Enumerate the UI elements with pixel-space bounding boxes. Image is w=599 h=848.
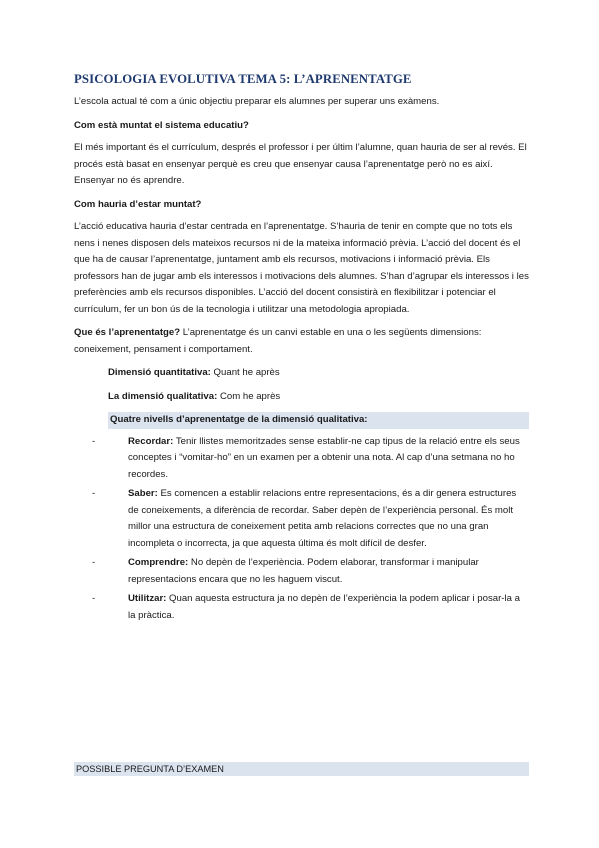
intro-paragraph: L’escola actual té com a únic objectiu preparar els alumnes per superar uns exàmens. xyxy=(74,96,440,107)
list-item xyxy=(74,486,529,552)
definition-label: Que és l’aprenentatge? xyxy=(74,327,181,338)
dash-marker: - xyxy=(92,435,96,447)
levels-list xyxy=(74,434,529,625)
paragraph-2: L’acció educativa hauria d’estar centrada en l’aprenentatge. S’hauria de tenir en compte que no tots els nens i nenes disposen dels mateixos recursos ni de la mateixa informació prèvia. L’acció del docent és el que ha de causar l’aprenentatge, juntament amb els recursos, motivacions i informació prèvia. Els professors han de jugar amb els interessos i motivacions dels alumnes. S’han d’agrupar els interessos i les preferències amb els recursos disponibles. L’acció del docent consistirà en flexibilitzar i potenciar el currículum, fer un bon ús de la tecnologia i utilitzar una metodologia apropiada. xyxy=(74,221,529,315)
dimension-quantitative-text: Quant he après xyxy=(210,367,280,378)
level-text: Quan aquesta estructura ja no depèn de l’experiència la podem aplicar i posar-la a la pràctica. xyxy=(128,593,520,621)
level-label: Comprendre: xyxy=(128,557,189,568)
dash-marker: - xyxy=(92,557,96,568)
question-heading-2: Com hauria d’estar muntat? xyxy=(74,198,202,210)
dimensions-block xyxy=(108,365,529,405)
level-text: No depèn de l’experiència. Podem elaborar, transformar i manipular representacions encara que no les haguem viscut. xyxy=(128,557,479,585)
definition-text: L’aprenentatge és un canvi estable en una o les següents dimensions: coneixement, pensament i comportament. xyxy=(74,327,482,355)
question-heading-1: Com està muntat el sistema educatiu? xyxy=(74,119,249,131)
dimension-qualitative-label: La dimensió qualitativa: xyxy=(108,390,218,402)
dimension-quantitative-label: Dimensió quantitativa: xyxy=(108,367,211,378)
list-item xyxy=(74,434,529,484)
dimension-quantitative xyxy=(108,365,529,382)
list-item xyxy=(74,555,529,588)
dimension-qualitative-text: Com he après xyxy=(217,390,281,402)
dash-marker: - xyxy=(92,593,96,604)
dash-marker: - xyxy=(92,488,96,499)
levels-heading: Quatre nivells d’aprenentatge de la dimensió qualitativa: xyxy=(108,412,529,429)
level-text: Tenir llistes memoritzades sense establir-ne cap tipus de la relació entre els seus conceptes i “vomitar-ho” en un examen per a obtenir una nota. Al cap d’una setmana no ho recordes. xyxy=(128,435,520,480)
dimension-qualitative xyxy=(108,389,529,406)
list-item xyxy=(74,591,529,624)
document-title: PSICOLOGIA EVOLUTIVA TEMA 5: L’APRENENTATGE xyxy=(74,72,412,86)
level-label: Utilitzar: xyxy=(128,593,167,604)
level-label: Recordar: xyxy=(128,435,174,447)
definition-paragraph xyxy=(74,325,529,358)
level-label: Saber: xyxy=(128,488,158,499)
level-text: Es comencen a establir relacions entre representacions, és a dir genera estructures de coneixements, a diferència de recordar. Saber depèn de l’experiència personal. És molt millor una estructura de coneixement petita amb relacions correctes que no una gran incompleta o incorrecta, ja que aquesta última és molt difícil de desfer. xyxy=(128,488,517,549)
document-page xyxy=(74,70,529,627)
exam-question-banner: POSSIBLE PREGUNTA D’EXAMEN xyxy=(74,762,529,776)
paragraph-1: El més important és el currículum, després el professor i per últim l’alumne, quan hauria de ser al revés. El procés està basat en ensenyar perquè es creu que ensenyar causa l’aprenentatge però no es així. Ensenyar no és aprendre. xyxy=(74,142,527,186)
